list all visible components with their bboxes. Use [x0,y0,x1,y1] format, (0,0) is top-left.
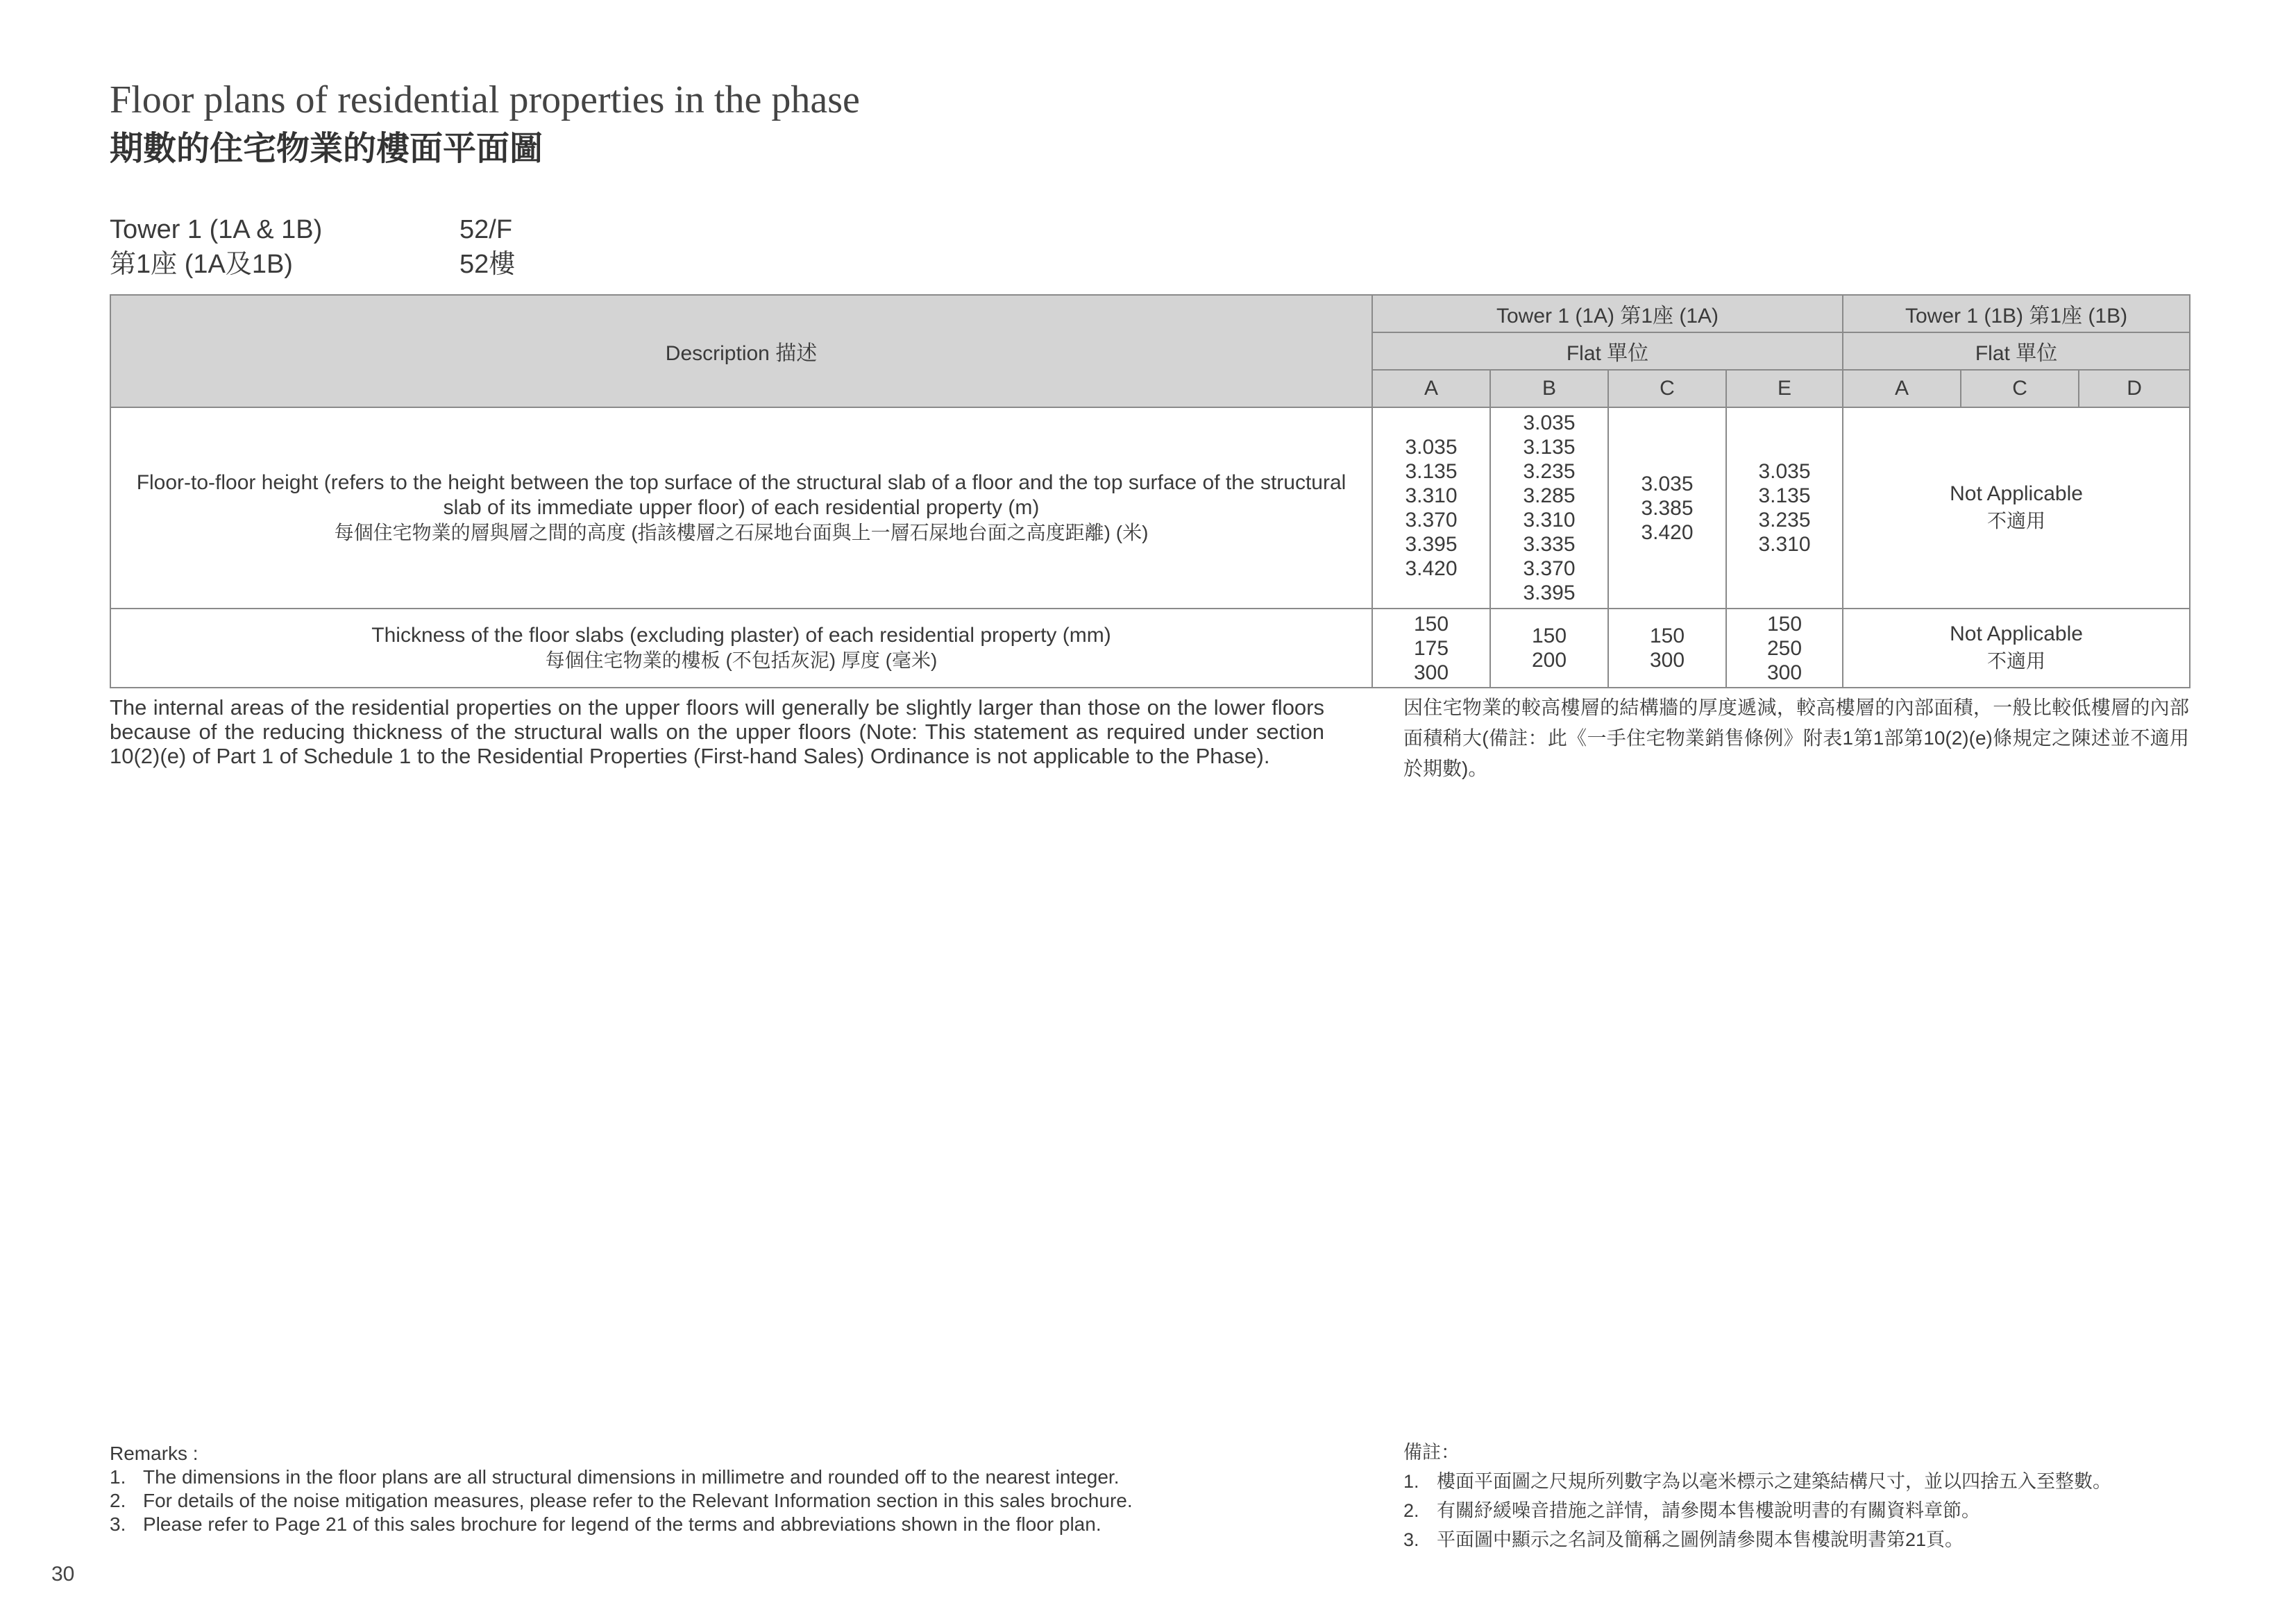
remarks-title-en: Remarks : [110,1443,199,1464]
value-line: 3.310 [1523,509,1576,532]
row-description-en: Floor-to-floor height (refers to the height between the top surface of the structural slab of a floor and the top surface of the structural slab of its immediate upper floor) of each residential property (m) [136,471,1347,519]
table-row [110,407,2190,609]
row-description [110,407,1372,609]
page-title-en: Floor plans of residential properties in the phase [110,78,860,121]
value-line: 300 [1766,661,1803,684]
remarks-zh [1403,1438,2202,1554]
value-line: 150 [1413,612,1449,636]
value-line: 3.235 [1758,509,1811,532]
value-line: 3.035 [1758,460,1811,483]
value-line: 150 [1649,624,1685,647]
remark-number: 1. [110,1466,126,1488]
remark-text: Please refer to Page 21 of this sales brochure for legend of the terms and abbreviations shown in the floor plan. [143,1513,1101,1535]
value-line: 3.310 [1405,484,1458,507]
value-line: 3.335 [1523,533,1576,556]
page-title-zh: 期數的住宅物業的樓面平面圖 [110,129,543,168]
value-line: 3.370 [1523,557,1576,580]
row-description-zh: 每個住宅物業的層與層之間的高度 (指該樓層之石屎地台面與上一層石屎地台面之高度距離) (米) [334,522,1149,543]
value-cell [1490,609,1608,688]
value-line: 3.310 [1758,533,1811,556]
value-line: 3.035 [1641,472,1694,495]
remarks-en [110,1442,1359,1536]
value-line: 3.135 [1758,484,1811,507]
page-number: 30 [51,1563,75,1586]
remark-item [1403,1467,2202,1496]
description-header: Description 描述 [110,295,1372,407]
flat-col-1b-c: C [1961,370,2079,407]
tower-label-zh: 第1座 (1A及1B) [110,250,293,279]
remark-item [110,1465,1359,1489]
value-line: 3.385 [1641,496,1694,520]
value-line: 3.235 [1523,460,1576,483]
not-applicable-en: Not Applicable [1950,622,2083,645]
value-line: 300 [1649,649,1685,672]
value-line: 150 [1766,612,1803,636]
flat-col-1b-d: D [2079,370,2190,407]
table-row [110,609,2190,688]
value-line: 200 [1531,649,1567,672]
value-line: 175 [1413,636,1449,660]
note-en: The internal areas of the residential properties on the upper floors will generally be slightly larger than those on the lower floors because of the reducing thickness of the structural walls on the upper floors (Note: This statement as required under section 10(2)(e) of Part 1 of Schedule 1 to the Residential Properties (First-hand Sales) Ordinance is not applicable to the Phase). [110,695,1324,768]
note-zh: 因住宅物業的較高樓層的結構牆的厚度遞減，較高樓層的內部面積，一般比較低樓層的內部面積稍大(備註：此《一手住宅物業銷售條例》附表1第1部第10(2)(e)條規定之陳述並不適用於期數)。 [1403,697,2189,779]
flat-col-1a-e: E [1726,370,1843,407]
remark-number: 2. [110,1490,126,1511]
value-cell [1608,407,1726,609]
floor-label-zh: 52樓 [459,250,516,279]
value-line: 3.395 [1523,581,1576,604]
not-applicable-en: Not Applicable [1950,482,2083,505]
remark-text: The dimensions in the floor plans are all structural dimensions in millimetre and rounded off to the nearest integer. [143,1466,1120,1488]
remark-item [1403,1525,2202,1554]
value-cell [1726,407,1843,609]
remark-item [110,1513,1359,1536]
remark-item [1403,1496,2202,1525]
value-cell [1490,407,1608,609]
not-applicable-cell [1843,609,2190,688]
remark-number: 3. [1403,1529,1419,1550]
value-line: 3.035 [1523,411,1576,434]
remark-number: 3. [110,1513,126,1535]
flat-col-1a-c: C [1608,370,1726,407]
value-cell [1372,609,1490,688]
tower-1b-header: Tower 1 (1B) 第1座 (1B) [1843,295,2190,332]
row-description-en: Thickness of the floor slabs (excluding plaster) of each residential property (mm) [371,624,1111,647]
tower-1a-header: Tower 1 (1A) 第1座 (1A) [1372,295,1843,332]
value-line: 3.420 [1405,557,1458,580]
flat-header-1b: Flat 單位 [1843,332,2190,370]
remark-number: 1. [1403,1471,1419,1492]
remark-text: 樓面平面圖之尺規所列數字為以毫米標示之建築結構尺寸，並以四捨五入至整數。 [1437,1471,2111,1492]
value-cell [1608,609,1726,688]
remark-item [110,1489,1359,1513]
floor-spec-table [110,294,2191,688]
value-line: 3.370 [1405,509,1458,532]
flat-col-1b-a: A [1843,370,1961,407]
value-line: 300 [1413,661,1449,684]
value-cell [1372,407,1490,609]
flat-col-1a-a: A [1372,370,1490,407]
remark-text: 平面圖中顯示之名詞及簡稱之圖例請參閱本售樓說明書第21頁。 [1437,1529,1964,1550]
remarks-title-zh: 備註： [1403,1442,1460,1463]
value-cell [1726,609,1843,688]
value-line: 3.395 [1405,533,1458,556]
value-line: 3.420 [1641,520,1694,544]
value-line: 250 [1766,636,1803,660]
flat-col-1a-b: B [1490,370,1608,407]
not-applicable-cell [1843,407,2190,609]
value-line: 3.285 [1523,484,1576,507]
not-applicable-zh: 不適用 [1987,650,2046,672]
row-description [110,609,1372,688]
flat-header-1a: Flat 單位 [1372,332,1843,370]
value-line: 3.135 [1405,460,1458,483]
row-description-zh: 每個住宅物業的樓板 (不包括灰泥) 厚度 (毫米) [545,649,938,671]
not-applicable-zh: 不適用 [1987,510,2046,532]
value-line: 3.135 [1523,436,1576,459]
value-line: 150 [1531,624,1567,647]
floor-label-en: 52/F [459,215,513,244]
tower-floor-heading [110,212,515,282]
value-line: 3.035 [1405,436,1458,459]
remark-number: 2. [1403,1500,1419,1521]
remark-text: For details of the noise mitigation measures, please refer to the Relevant Information section in this sales brochure. [143,1490,1133,1511]
remark-text: 有關紓緩噪音措施之詳情，請參閱本售樓說明書的有關資料章節。 [1437,1500,1980,1521]
tower-label-en: Tower 1 (1A & 1B) [110,215,323,244]
